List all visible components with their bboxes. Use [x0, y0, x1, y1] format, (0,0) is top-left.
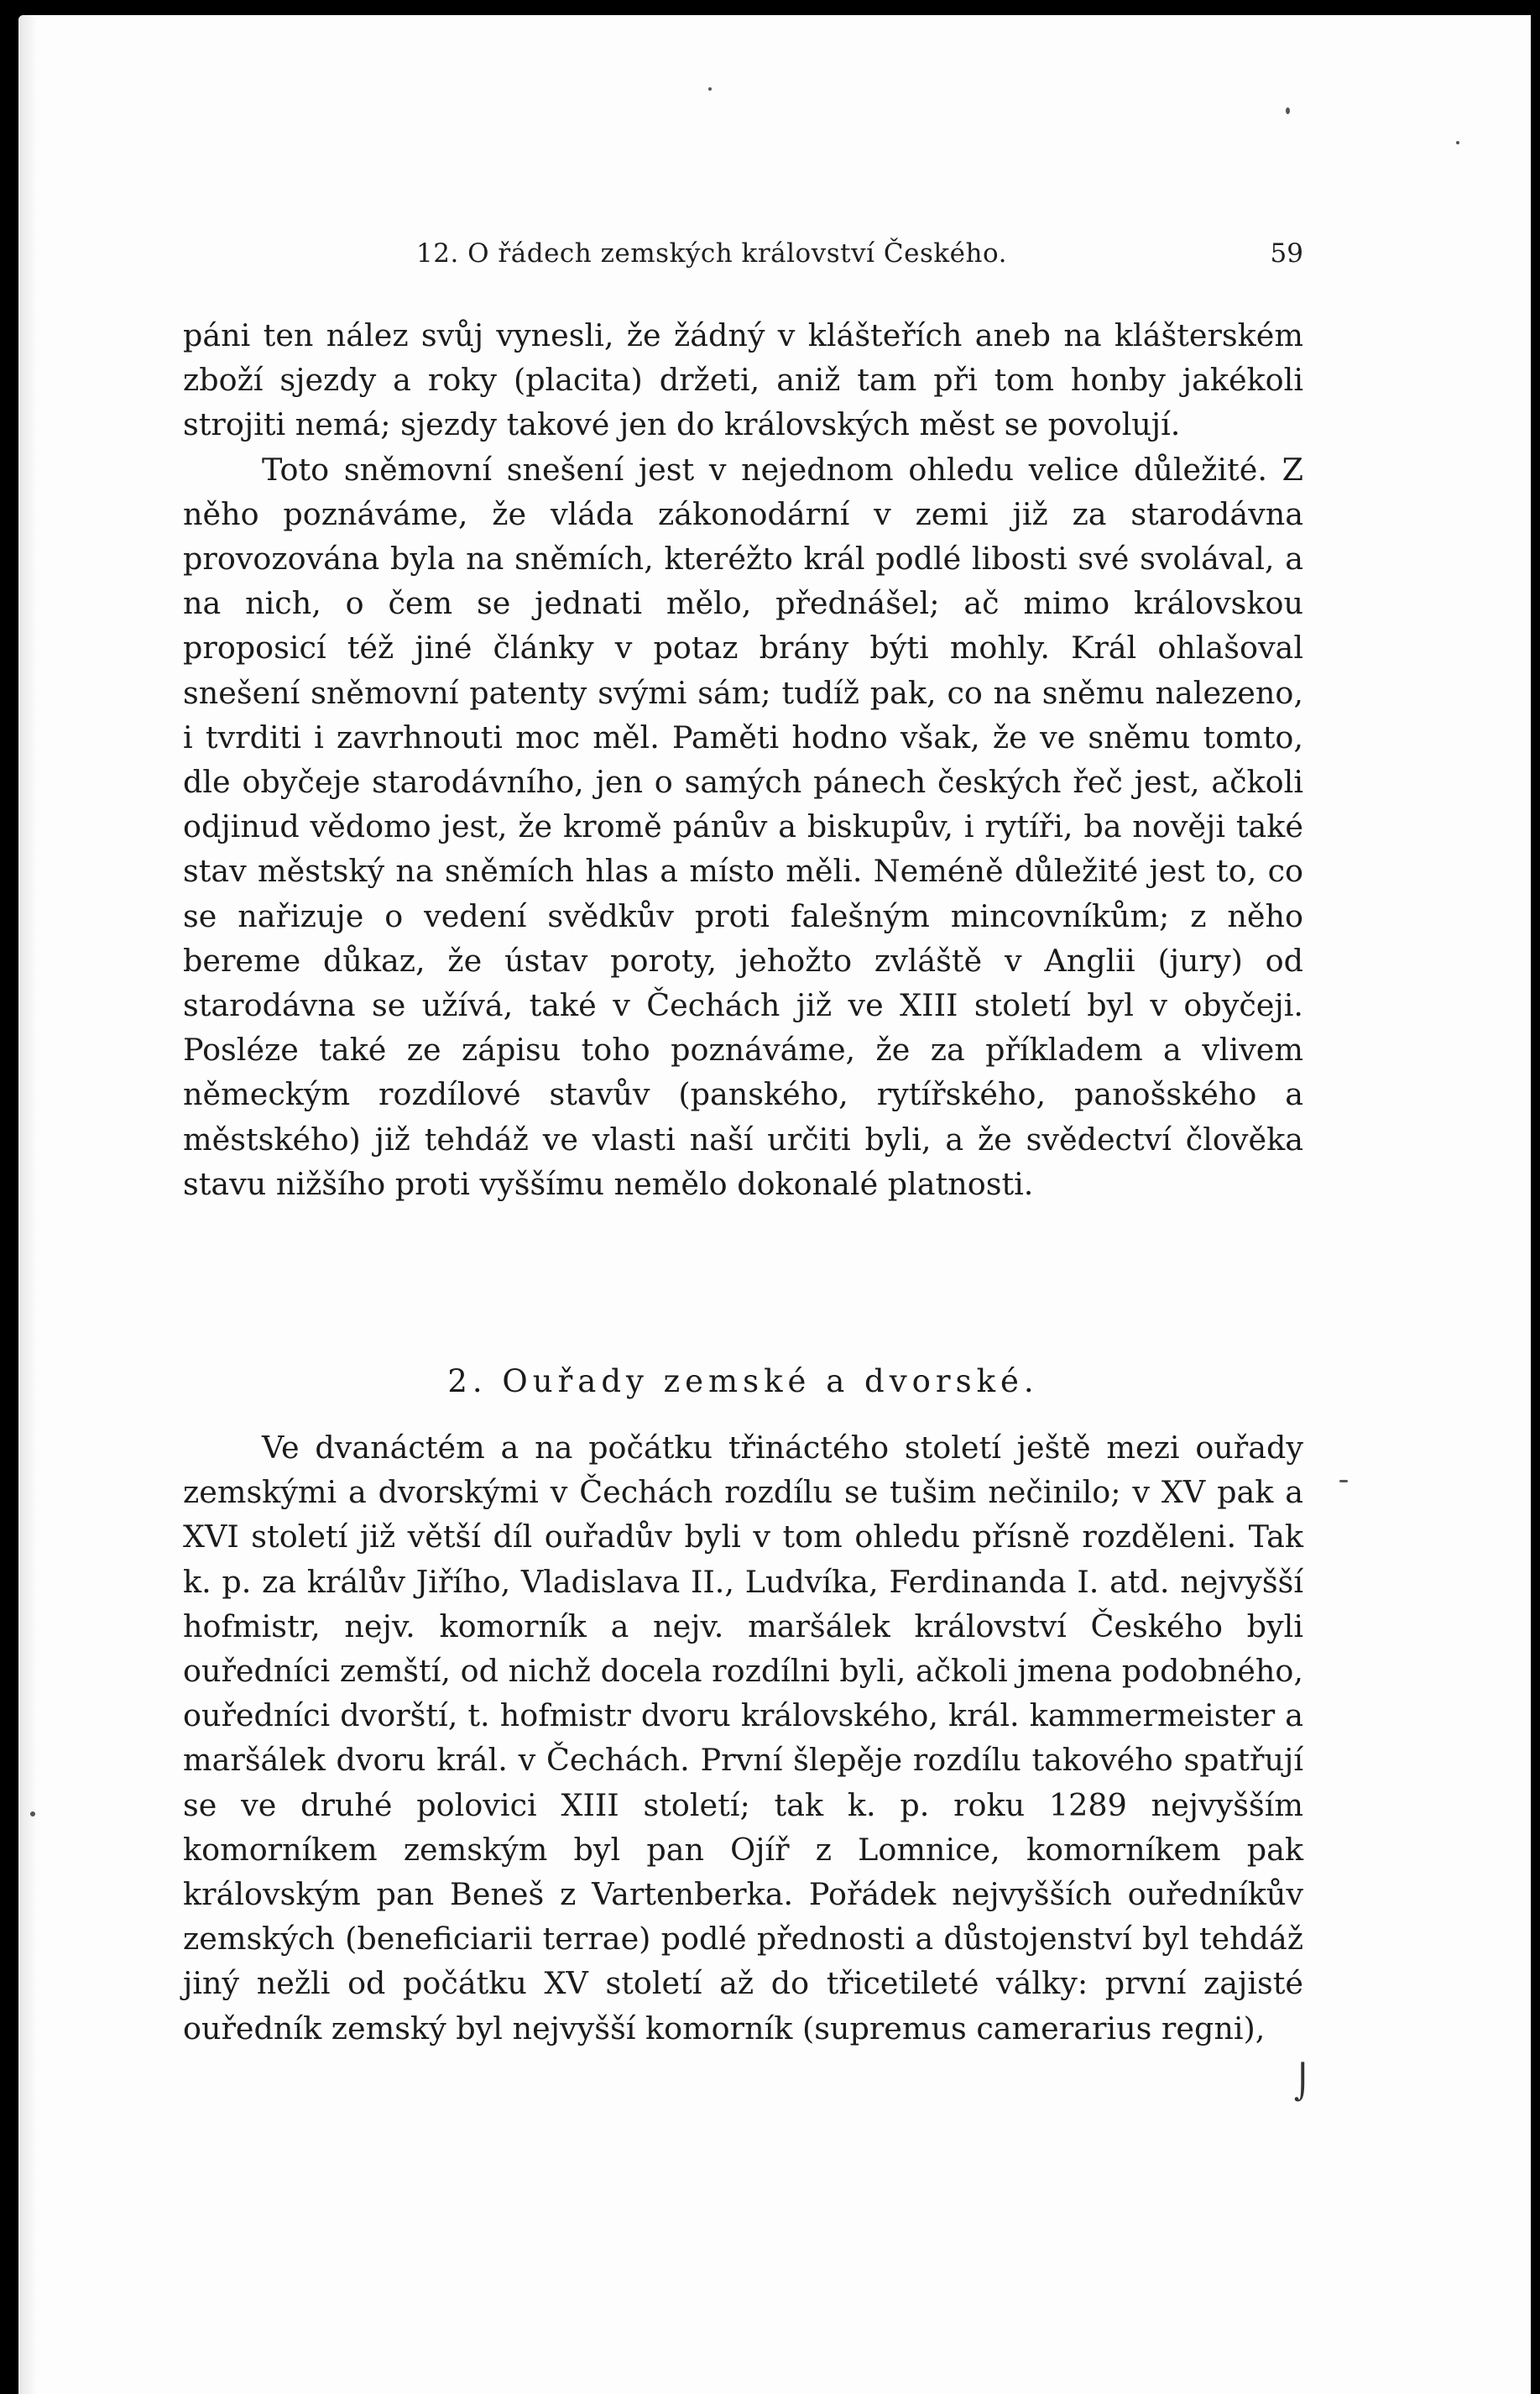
binding-shadow — [18, 15, 37, 2394]
scanned-page — [18, 15, 1531, 2394]
scan-speck — [1286, 107, 1290, 114]
paragraph: Ve dvanáctém a na počátku třináctého století ještě mezi ouřady zemskými a dvorskými v Čechách rozdílu se tušim nečinilo; v XV pak a XVI století již větší díl ouřadův byli v tom ohledu přísně rozděleni. Tak k. p. za králův Jiřího, Vladislava II., Ludvíka, Ferdinanda I. atd. nejvyšší hofmistr, nejv. komorník a nejv. maršálek království Českého byli ouředníci zemští, od nichž docela rozdílni byli, ačkoli jmena podobného, ouředníci dvorští, t. hofmistr dvoru královského, král. kammermeister a maršálek dvoru král. v Čechách. První šlepěje rozdílu takového spatřují se ve druhé polovici XIII století; tak k. p. roku 1289 nejvyšším komorníkem zemským byl pan Ojíř z Lomnice, komorníkem pak královským pan Beneš z Vartenberka. Pořádek nejvyšších ouředníkův zemských (beneficiarii terrae) podlé přednosti a důstojenství byl tehdáž jiný nežli od počátku XV století až do třicetileté války: první zajisté ouředník zemský byl nejvyšší komorník (supremus camerarius regni), — [183, 1430, 1303, 2046]
body-text-after-heading — [183, 1425, 1303, 2051]
page-number: 59 — [1270, 238, 1303, 269]
margin-mark-icon: ⌡ — [1294, 2063, 1312, 2102]
running-title: 12. O řádech zemských království Českého. — [416, 238, 1007, 269]
section-heading: 2. Ouřady zemské a dvorské. — [447, 1363, 1039, 1399]
scan-speck — [708, 87, 712, 91]
scan-speck — [30, 1811, 35, 1816]
page-header — [183, 238, 1303, 279]
scan-speck — [1339, 1480, 1348, 1482]
paragraph: Toto sněmovní snešení jest v nejednom ohledu velice důležité. Z něho poznáváme, že vláda zákonodární v zemi již za starodávna provozována byla na sněmích, kteréžto král podlé libosti své svolával, a na nich, o čem se jednati mělo, přednášel; ač mimo královskou proposicí též jiné články v potaz brány býti mohly. Král ohlašoval snešení sněmovní patenty svými sám; tudíž pak, co na sněmu nalezeno, i tvrditi i zavrhnouti moc měl. Paměti hodno však, že ve sněmu tomto, dle obyčeje starodávního, jen o samých pánech českých řeč jest, ačkoli odjinud vědomo jest, že kromě pánův a biskupův, i rytíři, ba nověji také stav městský na sněmích hlas a místo měli. Neméně důležité jest to, co se nařizuje o vedení svědkův proti falešným mincovníkům; z něho bereme důkaz, že ústav poroty, jehožto zvláště v Anglii (jury) od starodávna se užívá, také v Čechách již ve XIII století byl v obyčeji. Posléze také ze zápisu toho poznáváme, že za příkladem a vlivem německým rozdílové stavův (panského, rytířského, panošského a městského) již tehdáž ve vlasti naší určiti byli, a že svědectví člověka stavu nižšího proti vyššímu nemělo dokonalé platnosti. — [183, 451, 1303, 1202]
body-text-before-heading — [183, 313, 1303, 1206]
scan-speck — [1456, 141, 1459, 144]
paragraph: páni ten nález svůj vynesli, že žádný v klášteřích aneb na klášterském zboží sjezdy a roky (placita) držeti, aniž tam při tom honby jakékoli strojiti nemá; sjezdy takové jen do královských měst se povolují. — [183, 317, 1303, 443]
